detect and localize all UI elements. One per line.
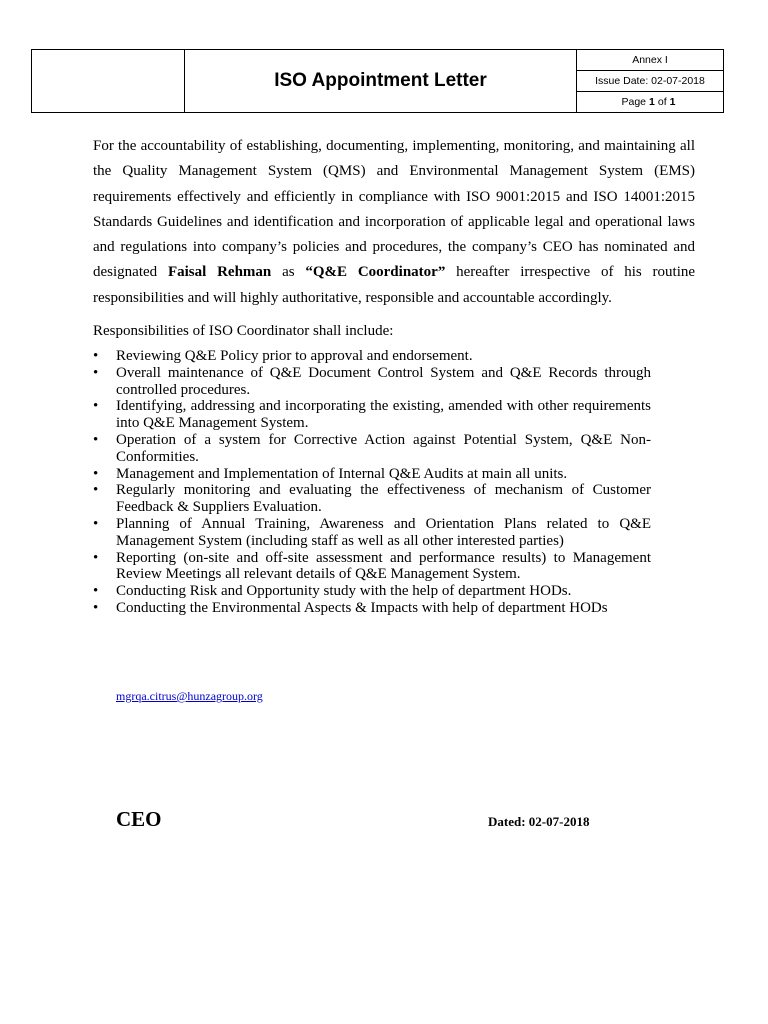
email-link[interactable]: mgrqa.citrus@hunzagroup.org xyxy=(116,689,263,703)
bullet-icon: • xyxy=(93,515,99,532)
bullet-icon: • xyxy=(93,583,99,600)
responsibilities-list xyxy=(93,348,651,617)
list-item: • Overall maintenance of Q&E Document Control System and Q&E Records through controlled procedures. xyxy=(93,364,651,398)
bullet-icon: • xyxy=(93,398,99,415)
annex-label: Annex I xyxy=(632,54,668,66)
list-item: • Conducting Risk and Opportunity study with the help of department HODs. xyxy=(93,583,572,600)
page-word: Page xyxy=(621,96,647,108)
intro-text: For the accountability of establishing, documenting, implementing, monitoring, and maintaining all the Quality Management System (QMS) and Environmental Management System (EMS) requirements effectively and efficiently in compliance with ISO 9001:2015 and ISO 14001:2015 Standards Guidelines and identification and incorporation of applicable legal and operational laws and regulations into company’s policies and procedures, the company’s CEO has nominated and designated xyxy=(93,138,695,281)
bullet-icon: • xyxy=(93,482,99,499)
page-of: of xyxy=(657,96,667,108)
list-item: • Conducting the Environmental Aspects & Impacts with help of department HODs xyxy=(93,599,608,616)
intro-paragraph xyxy=(93,134,695,311)
as-word: as xyxy=(282,264,295,281)
list-item: • Management and Implementation of Internal Q&E Audits at main all units. xyxy=(93,465,568,482)
header-meta xyxy=(577,50,723,112)
bullet-icon: • xyxy=(93,364,99,381)
bullet-icon: • xyxy=(93,465,99,482)
signature-date: Dated: 02-07-2018 xyxy=(488,814,590,829)
list-item: • Reporting (on-site and off-site assessment and performance results) to Management Review Meetings all relevant details of Q&E Management System. xyxy=(93,549,651,583)
list-item: • Planning of Annual Training, Awareness and Orientation Plans related to Q&E Management System (including staff as well as all other interested parties) xyxy=(93,515,651,549)
responsibilities-heading: Responsibilities of ISO Coordinator shall include: xyxy=(93,323,394,339)
bullet-icon: • xyxy=(93,549,99,566)
page-number xyxy=(577,91,723,112)
list-item: • Regularly monitoring and evaluating the effectiveness of mechanism of Customer Feedback & Suppliers Evaluation. xyxy=(93,482,651,516)
intro-text-end: hereafter irrespective of his routine responsibilities and will highly authoritative, responsible and accountable accordingly. xyxy=(93,264,696,306)
bullet-icon: • xyxy=(93,431,99,448)
list-item: • Identifying, addressing and incorporating the existing, amended with other requirements into Q&E Management System. xyxy=(93,398,651,432)
bullet-icon: • xyxy=(93,348,99,364)
list-item: • Reviewing Q&E Policy prior to approval and endorsement. xyxy=(93,348,473,364)
header-logo-cell xyxy=(32,50,185,112)
signature-title: CEO xyxy=(116,807,162,831)
document-title: ISO Appointment Letter xyxy=(185,50,577,112)
list-item: • Operation of a system for Corrective Action against Potential System, Q&E Non-Conformities. xyxy=(93,431,651,465)
page-current: 1 xyxy=(649,96,655,108)
coordinator-name: Faisal Rehman xyxy=(167,264,272,281)
coordinator-role: “Q&E Coordinator” xyxy=(305,264,446,281)
page-total: 1 xyxy=(669,96,676,108)
bullet-icon: • xyxy=(93,599,99,616)
document-header xyxy=(31,49,724,113)
issue-date: Issue Date: 02-07-2018 xyxy=(577,70,723,91)
